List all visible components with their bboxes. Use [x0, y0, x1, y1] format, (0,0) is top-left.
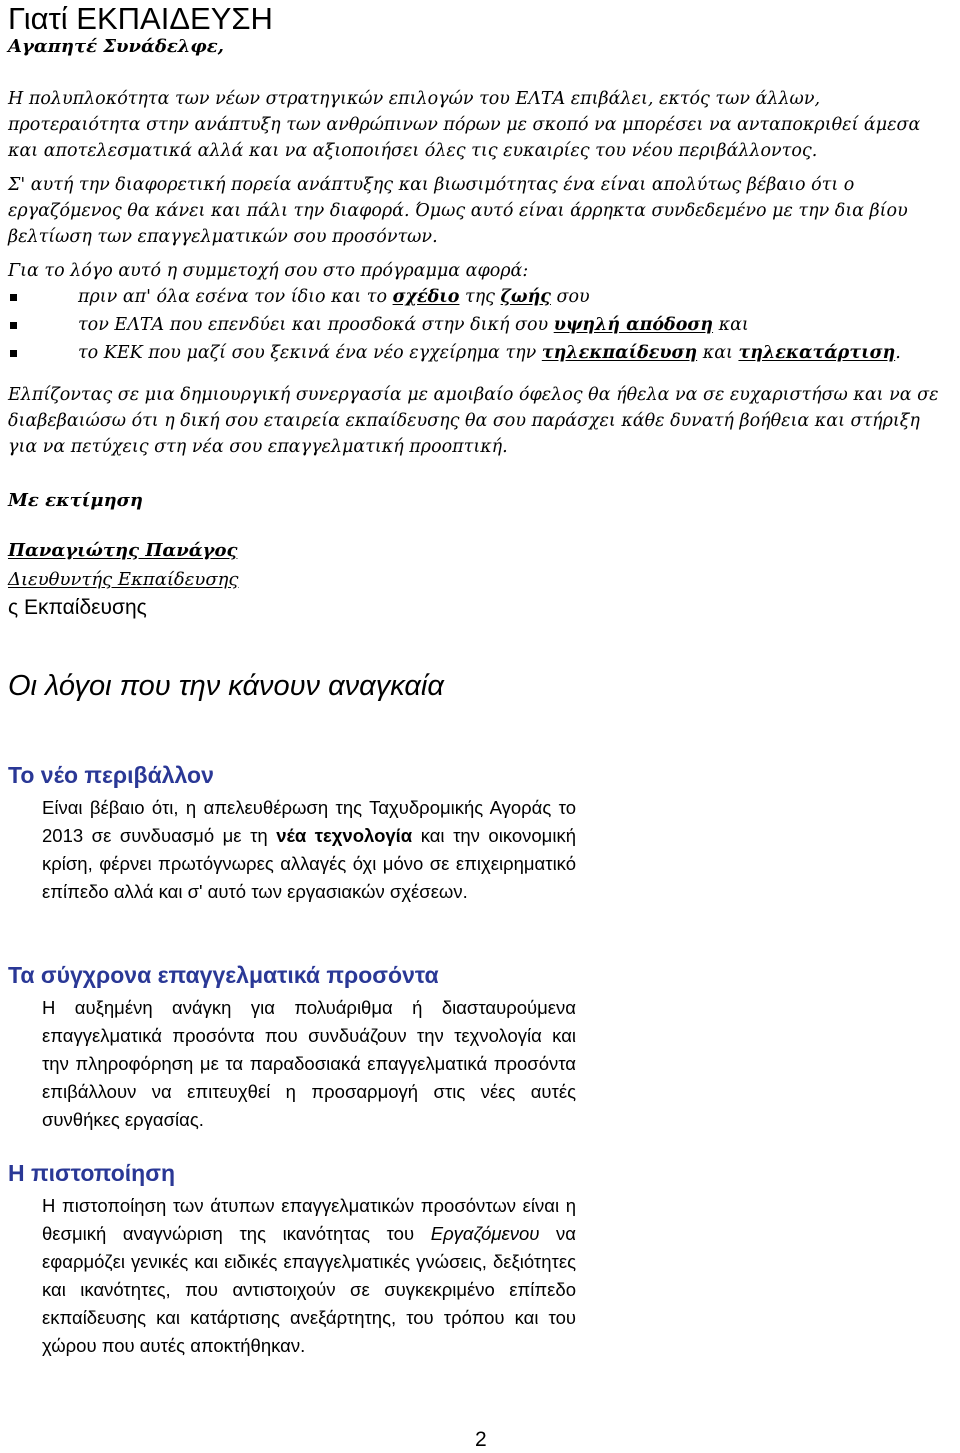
program-intro: Για το λόγο αυτό η συμμετοχή σου στο πρόγραμμα αφορά:: [8, 261, 529, 281]
bullet-square-icon: [10, 294, 17, 301]
employee-paragraph: Σ' αυτή την διαφορετική πορεία ανάπτυξης και βιωσιμότητας ένα είναι απολύτως βέβαιο ότι ο εργαζόμενος θα κάνει και πάλι την διαφορά. Όμως αυτό είναι άρρηκτα συνδεδεμένο με την δια βίου βελτίωση των επαγγελματικών σου προσόντων.: [8, 175, 908, 247]
bullet-square-icon: [10, 350, 17, 357]
heading-certification: Η πιστοποίηση: [8, 1160, 176, 1186]
intro-paragraph: Η πολυπλοκότητα των νέων στρατηγικών επιλογών του ΕΛΤΑ επιβάλει, εκτός των άλλων, προτεραιότητα στην ανάπτυξη των ανθρώπινων πόρων με σκοπό να μπορέσει να ανταποκριθεί άμεσα και αποτελεσματικά αλλά και να αξιοποιήσει όλες τις ευκαιρίες του νέου περιβάλλοντος.: [8, 89, 921, 161]
page-title: Γιατί ΕΚΠΑΙΔΕΥΣΗ: [8, 1, 273, 36]
signer-name: Παναγιώτης Πανάγος: [8, 540, 238, 561]
page-number: 2: [475, 1428, 487, 1451]
signer-role: Διευθυντής Εκπαίδευσης: [8, 569, 239, 590]
environment-body: Είναι βέβαιο ότι, η απελευθέρωση της Ταχυδρομικής Αγοράς το 2013 σε συνδυασμό με τη νέα τεχνολογία και την οικονομική κρίση, φέρνει πρωτόγνωρες αλλαγές όχι μόνο σε επιχειρηματικό επίπεδο αλλά και σ' αυτό των εργασιακών σχέσεων.: [42, 797, 576, 902]
certification-body: Η πιστοποίηση των άτυπων επαγγελματικών προσόντων είναι η θεσμική αναγνώριση της ικανότητας του Εργαζόμενου να εφαρμόζει γενικές και ειδικές επαγγελματικές γνώσεις, δεξιότητες και ικανότητες, που αντιστοιχούν σε συγκεκριμένο επίπεδο εκπαίδευσης και κατάρτισης ανεξάρτητης, του τρόπου και του χώρου που αυτές αποκτήθηκαν.: [42, 1195, 576, 1356]
skills-body: Η αυξημένη ανάγκη για πολυάριθμα ή διασταυρούμενα επαγγελματικά προσόντα που συνδυάζουν την τεχνολογία και την πληροφόρηση με τα παραδοσιακά επαγγελματικά προσόντα επιβάλλουν να επιτευχθεί η προσαρμογή στις νέες αυτές συνθήκες εργασίας.: [42, 997, 576, 1130]
heading-modern-skills: Τα σύγχρονα επαγγελματικά προσόντα: [8, 962, 439, 988]
greeting: Αγαπητέ Συνάδελφε,: [8, 36, 224, 57]
orphan-text: ς Εκπαίδευσης: [8, 596, 147, 619]
heading-new-environment: Το νέο περιβάλλον: [8, 762, 214, 788]
bullet-square-icon: [10, 322, 17, 329]
closing-paragraph: Ελπίζοντας σε μια δημιουργική συνεργασία με αμοιβαίο όφελος θα ήθελα να σε ευχαριστήσω και να σε διαβεβαιώσω ότι η δική σου εταιρεία εκπαίδευσης θα σου παράσχει κάθε δυνατή βοήθεια και στήριξη για να πετύχεις στη νέα σου επαγγελματική προοπτική.: [8, 385, 939, 457]
section-heading: Οι λόγοι που την κάνουν αναγκαία: [8, 670, 444, 702]
regards: Με εκτίμηση: [8, 490, 144, 511]
